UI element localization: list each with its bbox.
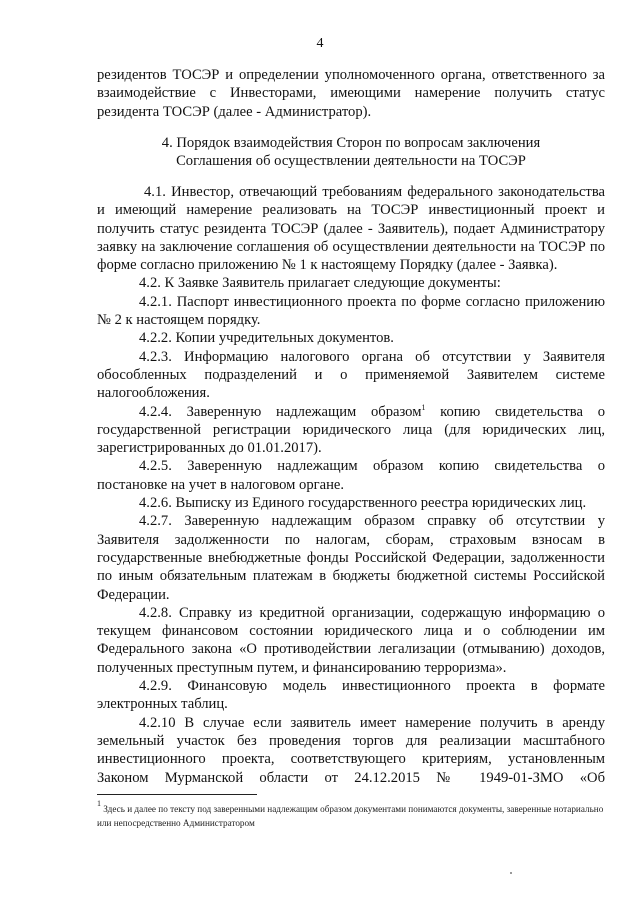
section-heading-line2: Соглашения об осуществлении деятельности на ТОСЭР (176, 153, 526, 170)
intro-text: резидентов ТОСЭР и определении уполномоченного органа, ответственного за взаимодействие с Инвесторами, имеющими намерение получить статус резидента ТОСЭР (далее - Администратор). (97, 67, 605, 120)
footnote-separator (97, 794, 257, 795)
paragraph-4-2-2: 4.2.2. Копии учредительных документов. (139, 330, 394, 347)
footnote (97, 799, 605, 830)
section-body (97, 183, 605, 787)
paragraph-4-2-9: 4.2.9. Финансовую модель инвестиционного проекта в формате электронных таблиц. (97, 678, 605, 713)
paragraph-4-1: 4.1. Инвестор, отвечающий требованиям федерального законодательства и имеющий намерение реализовать на ТОСЭР инвестиционный проект и получить статус резидента ТОСЭР (далее - Заявитель), подает Администратору заявку на заключение соглашения об осуществлении деятельности на ТОСЭР по форме согласно приложению № 1 к настоящему Порядку (далее - Заявка). (97, 184, 605, 274)
paragraph-4-2-7: 4.2.7. Заверенную надлежащим образом справку об отсутствии у Заявителя задолженности по налогам, сборам, страховым взносам в государственные внебюджетные фонды Российской Федерации, задолженности по иным обязательным платежам в бюджеты бюджетной системы Российской Федерации. (97, 513, 605, 603)
paragraph-4-2-1: 4.2.1. Паспорт инвестиционного проекта по форме согласно приложению № 2 к настоящем порядку. (97, 293, 605, 329)
section-heading-line1: 4. Порядок взаимодействия Сторон по вопросам заключения (161, 135, 541, 151)
paragraph-4-2-3: 4.2.3. Информацию налогового органа об отсутствии у Заявителя обособленных подразделений и о применяемой Заявителем системе налогообложения. (97, 348, 605, 402)
paragraph-4-2-4-end: копию свидетельства о государственной регистрации юридического лица (для юридических лиц, зарегистрированных до 01.01.2017). (97, 403, 605, 457)
paragraph-4-2-4 (97, 403, 605, 458)
paragraph-4-2-10: 4.2.10 В случае если заявитель имеет намерение получить в аренду земельный участок без проведения торгов для реализации масштабного инвестиционного проекта, соответствующего критериям, установленным Законом Мурманской области от 24.12.2015 № 1949-01-ЗМО «Об (97, 714, 605, 786)
paragraph-4-2: 4.2. К Заявке Заявитель прилагает следующие документы: (139, 275, 501, 292)
intro-paragraph (97, 66, 605, 121)
section-heading (97, 134, 605, 171)
paragraph-4-2-8: 4.2.8. Справку из кредитной организации, содержащую информацию о текущем финансовом состоянии юридического лица и о соблюдении им Федерального закона «О противодействии легализации (отмыванию) доходов, полученных преступным путем, и финансированию терроризма». (97, 604, 605, 676)
scan-speck (510, 872, 512, 874)
footnote-reference: 1 (421, 402, 426, 412)
paragraph-4-2-6: 4.2.6. Выписку из Единого государственного реестра юридических лиц. (139, 495, 587, 512)
paragraph-4-2-4-start: 4.2.4. Заверенную надлежащим образом (139, 403, 422, 420)
footnote-marker: 1 (97, 799, 101, 808)
paragraph-4-2-5: 4.2.5. Заверенную надлежащим образом копию свидетельства о постановке на учет в налоговом органе. (97, 458, 605, 493)
page-number: 4 (316, 36, 324, 51)
footnote-text: Здесь и далее по тексту под заверенными надлежащим образом документами понимаются документы, заверенные нотариально или непосредственно Администратором (97, 804, 604, 828)
